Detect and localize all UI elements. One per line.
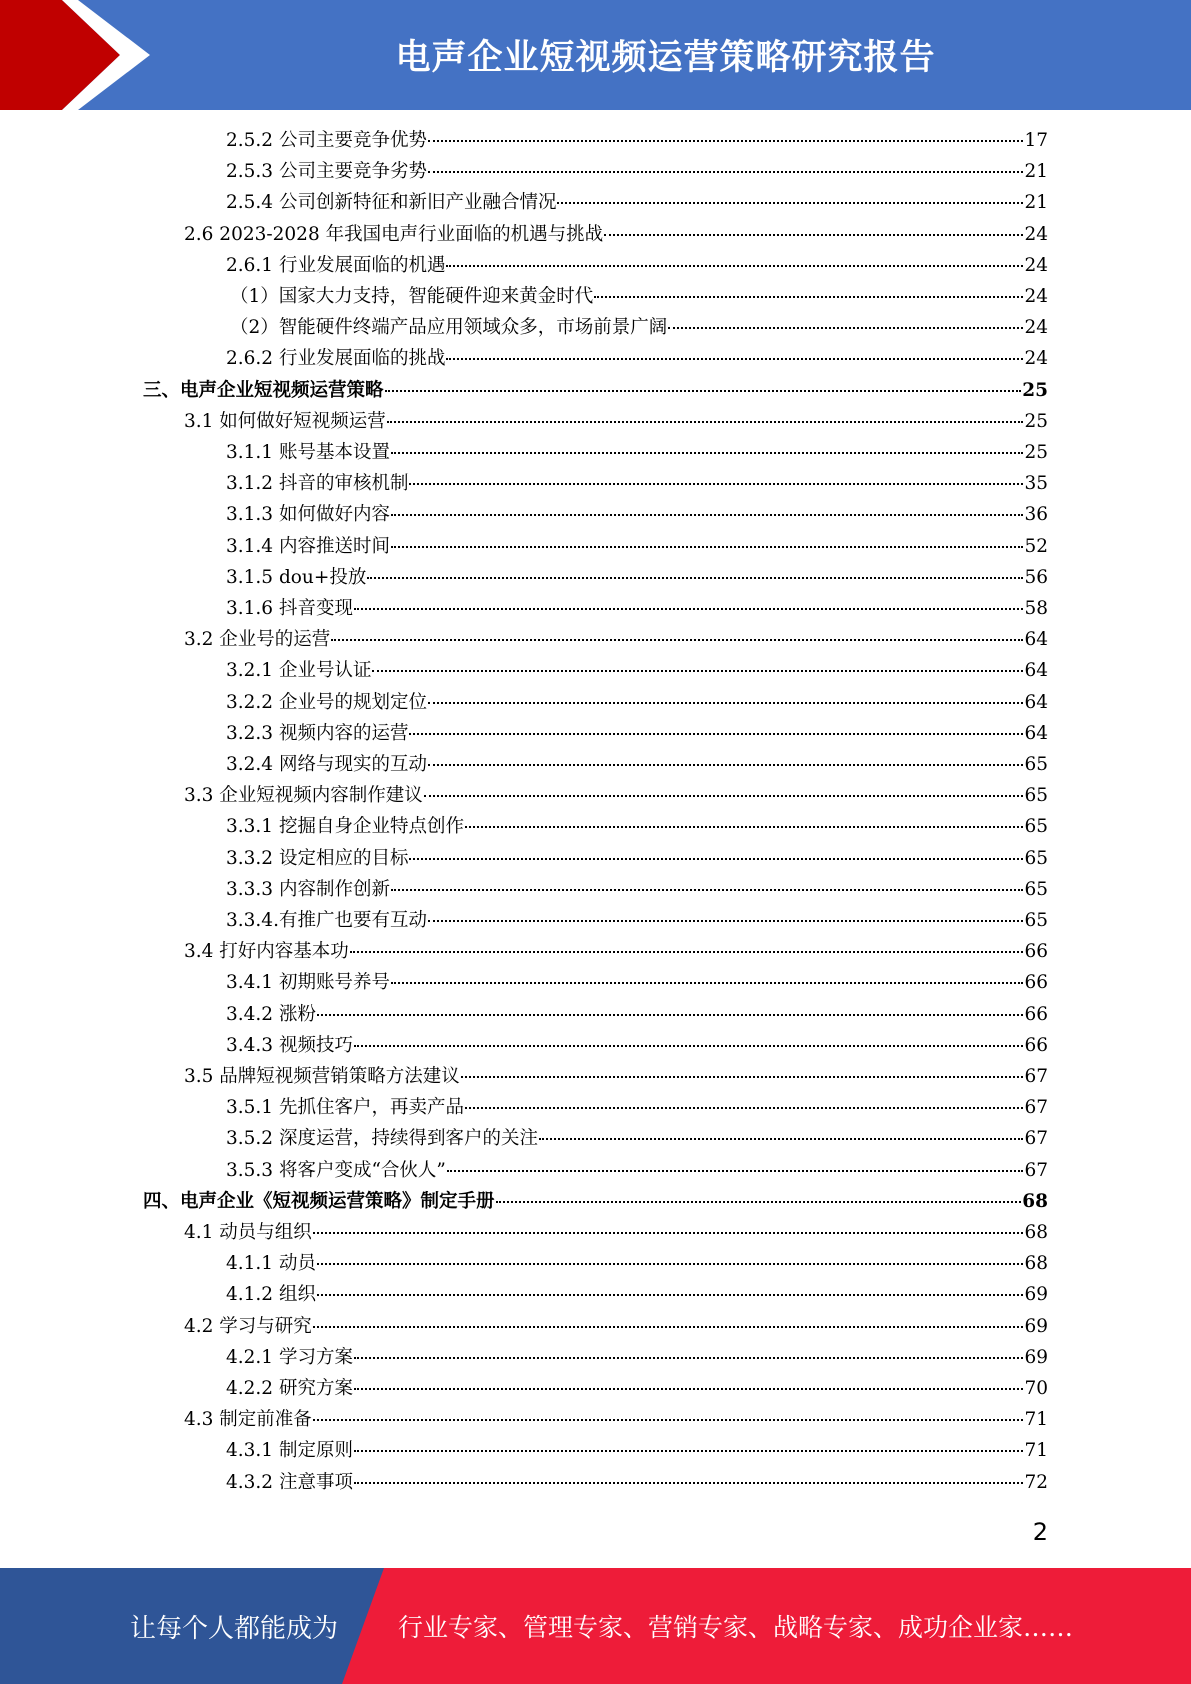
toc-dot-leader <box>539 1138 1023 1140</box>
toc-entry-page: 58 <box>1024 598 1048 619</box>
toc-dot-leader <box>354 1450 1024 1452</box>
toc-dot-leader <box>496 1201 1022 1203</box>
toc-entry[interactable] <box>226 158 1048 186</box>
toc-entry-page: 25 <box>1022 379 1048 401</box>
footer-slogan-left: 让每个人都能成为 <box>130 1613 339 1644</box>
toc-entry[interactable] <box>226 1125 1048 1153</box>
toc-dot-leader <box>317 1014 1024 1016</box>
toc-dot-leader <box>424 795 1024 797</box>
toc-dot-leader <box>604 234 1023 236</box>
toc-dot-leader <box>313 1419 1024 1421</box>
toc-entry-page: 71 <box>1024 1440 1048 1462</box>
toc-entry-title: 3.3 企业短视频内容制作建议 <box>184 785 423 807</box>
toc-dot-leader <box>331 639 1023 641</box>
toc-dot-leader <box>391 982 1023 984</box>
toc-entry-title: 3.4.2 涨粉 <box>226 1003 316 1025</box>
toc-entry[interactable] <box>226 1344 1048 1372</box>
toc-dot-leader <box>409 483 1023 485</box>
toc-entry[interactable] <box>226 969 1048 997</box>
toc-entry-page: 67 <box>1024 1066 1048 1087</box>
toc-entry-page: 69 <box>1024 1346 1048 1368</box>
toc-entry-page: 65 <box>1024 847 1048 869</box>
toc-entry[interactable] <box>184 221 1048 249</box>
toc-entry[interactable] <box>226 1250 1048 1278</box>
toc-entry-title: 2.5.2 公司主要竞争优势 <box>226 130 427 151</box>
toc-entry[interactable] <box>226 595 1048 623</box>
toc-entry-page: 67 <box>1024 1128 1048 1150</box>
toc-entry[interactable] <box>226 345 1048 373</box>
toc-entry-title: 3.5.3 将客户变成“合伙人” <box>226 1159 446 1181</box>
toc-entry-title: 3.2.1 企业号认证 <box>226 660 372 682</box>
toc-dot-leader <box>447 1170 1024 1172</box>
toc-entry-page: 35 <box>1024 473 1048 495</box>
toc-entry-page: 69 <box>1024 1315 1048 1337</box>
toc-dot-leader <box>313 1232 1024 1234</box>
toc-dot-leader <box>409 858 1023 860</box>
toc-entry-title: 3.4.1 初期账号养号 <box>226 972 390 994</box>
toc-entry[interactable] <box>226 189 1048 217</box>
toc-entry[interactable] <box>184 1063 1048 1091</box>
toc-entry[interactable] <box>184 1313 1048 1341</box>
toc-dot-leader <box>428 920 1023 922</box>
toc-entry-title: 4.3.1 制定原则 <box>226 1440 353 1462</box>
toc-entry-page: 64 <box>1024 629 1048 651</box>
toc-entry[interactable] <box>184 938 1048 966</box>
toc-entry[interactable] <box>226 439 1048 467</box>
toc-entry[interactable] <box>226 1469 1048 1497</box>
toc-dot-leader <box>428 171 1023 173</box>
toc-entry[interactable] <box>226 564 1048 592</box>
toc-entry-title: （2）智能硬件终端产品应用领域众多，市场前景广阔 <box>230 317 668 339</box>
toc-dot-leader <box>465 826 1023 828</box>
toc-entry[interactable] <box>230 314 1048 342</box>
toc-entry-title: 4.1.2 组织 <box>226 1284 316 1306</box>
toc-entry-page: 64 <box>1024 660 1048 682</box>
report-title: 电声企业短视频运营策略研究报告 <box>395 38 936 78</box>
toc-entry-page: 65 <box>1024 910 1048 931</box>
toc-entry-title: 3.5.2 深度运营，持续得到客户的关注 <box>226 1128 538 1150</box>
toc-entry-page: 71 <box>1024 1409 1048 1431</box>
toc-entry[interactable] <box>226 1032 1048 1060</box>
toc-entry-title: 3.1.3 如何做好内容 <box>226 504 390 526</box>
toc-entry-page: 25 <box>1024 410 1048 432</box>
toc-entry[interactable] <box>226 252 1048 280</box>
toc-entry-page: 36 <box>1024 504 1048 526</box>
chevron-arrow-icon <box>0 0 160 110</box>
toc-dot-leader <box>317 1294 1024 1296</box>
toc-entry-page: 24 <box>1024 286 1048 307</box>
toc-entry-page: 64 <box>1024 722 1048 744</box>
toc-entry-page: 68 <box>1024 1253 1048 1275</box>
toc-entry[interactable] <box>226 1157 1048 1185</box>
toc-entry[interactable] <box>226 720 1048 748</box>
toc-entry-title: 4.3.2 注意事项 <box>226 1471 353 1493</box>
toc-entry-title: 2.6.2 行业发展面临的挑战 <box>226 348 446 370</box>
toc-entry-title: 4.2.2 研究方案 <box>226 1378 353 1399</box>
toc-dot-leader <box>354 1388 1024 1390</box>
toc-entry-title: 2.5.3 公司主要竞争劣势 <box>226 161 427 183</box>
toc-entry[interactable] <box>226 813 1048 841</box>
toc-entry[interactable] <box>226 845 1048 873</box>
toc-entry[interactable] <box>226 689 1048 717</box>
toc-entry-page: 68 <box>1024 1222 1048 1243</box>
toc-entry[interactable] <box>226 876 1048 904</box>
toc-entry[interactable] <box>143 1188 1048 1216</box>
toc-entry[interactable] <box>226 1281 1048 1309</box>
toc-entry-page: 68 <box>1022 1190 1048 1212</box>
toc-entry[interactable] <box>226 1001 1048 1029</box>
toc-entry[interactable] <box>226 1437 1048 1465</box>
toc-entry-page: 24 <box>1024 254 1048 276</box>
toc-entry-title: 3.1.2 抖音的审核机制 <box>226 473 409 495</box>
footer-slogan-right: 行业专家、管理专家、营销专家、战略专家、成功企业家…… <box>398 1613 1074 1642</box>
toc-dot-leader <box>385 390 1022 392</box>
toc-entry-title: 3.1.1 账号基本设置 <box>226 442 390 463</box>
toc-entry-page: 72 <box>1024 1471 1048 1493</box>
toc-entry-title: 4.1 动员与组织 <box>184 1222 312 1243</box>
toc-entry-page: 65 <box>1024 816 1048 838</box>
page-header <box>0 0 1191 110</box>
toc-dot-leader <box>367 577 1023 579</box>
toc-dot-leader <box>409 733 1023 735</box>
toc-dot-leader <box>391 889 1023 891</box>
toc-entry-title: 4.2.1 学习方案 <box>226 1346 353 1368</box>
toc-dot-leader <box>372 670 1023 672</box>
page-footer <box>0 1568 1191 1684</box>
toc-entry-page: 69 <box>1024 1284 1048 1306</box>
toc-entry[interactable] <box>226 501 1048 529</box>
toc-dot-leader <box>354 1357 1024 1359</box>
toc-entry-title: 四、电声企业《短视频运营策略》制定手册 <box>143 1190 495 1212</box>
toc-entry-page: 65 <box>1024 754 1048 775</box>
toc-entry-page: 64 <box>1024 691 1048 713</box>
toc-dot-leader <box>465 1107 1023 1109</box>
toc-dot-leader <box>354 1045 1024 1047</box>
toc-entry-title: 3.3.4.有推广也要有互动 <box>226 910 427 931</box>
toc-entry-page: 66 <box>1024 972 1048 994</box>
toc-entry[interactable] <box>226 907 1048 935</box>
toc-entry[interactable] <box>184 782 1048 810</box>
toc-entry-title: 4.3 制定前准备 <box>184 1409 312 1431</box>
toc-entry-title: 三、电声企业短视频运营策略 <box>143 379 384 401</box>
toc-entry-page: 52 <box>1024 535 1048 557</box>
toc-entry-page: 66 <box>1024 941 1048 963</box>
toc-entry[interactable] <box>226 751 1048 779</box>
toc-entry-page: 67 <box>1024 1159 1048 1181</box>
toc-entry-page: 65 <box>1024 785 1048 807</box>
toc-entry[interactable] <box>226 127 1048 155</box>
toc-dot-leader <box>391 514 1023 516</box>
toc-dot-leader <box>350 951 1024 953</box>
toc-entry-page: 21 <box>1024 192 1048 214</box>
toc-entry[interactable] <box>143 377 1048 405</box>
toc-entry-page: 65 <box>1024 878 1048 900</box>
toc-entry-title: 2.5.4 公司创新特征和新旧产业融合情况 <box>226 192 557 214</box>
toc-entry-title: 3.1.5 dou+投放 <box>226 566 367 588</box>
toc-dot-leader <box>317 1263 1024 1265</box>
toc-dot-leader <box>461 1076 1024 1078</box>
toc-entry-title: 3.3.1 挖掘自身企业特点创作 <box>226 816 464 838</box>
toc-entry-title: 3.5.1 先抓住客户，再卖产品 <box>226 1097 464 1119</box>
toc-dot-leader <box>446 265 1023 267</box>
toc-entry-title: 3.4.3 视频技巧 <box>226 1034 353 1056</box>
toc-entry-title: 3.1.6 抖音变现 <box>226 598 353 619</box>
toc-dot-leader <box>557 202 1023 204</box>
toc-entry[interactable] <box>226 1094 1048 1122</box>
toc-entry-page: 24 <box>1024 317 1048 339</box>
toc-entry-page: 24 <box>1024 223 1048 245</box>
toc-entry[interactable] <box>230 283 1048 311</box>
toc-dot-leader <box>391 546 1023 548</box>
toc-entry[interactable] <box>184 626 1048 654</box>
toc-dot-leader <box>428 140 1023 142</box>
toc-entry[interactable] <box>226 657 1048 685</box>
toc-entry-title: （1）国家大力支持，智能硬件迎来黄金时代 <box>230 286 594 307</box>
toc-entry-page: 24 <box>1024 348 1048 370</box>
toc-dot-leader <box>446 358 1023 360</box>
toc-entry-page: 66 <box>1024 1034 1048 1056</box>
toc-dot-leader <box>428 702 1023 704</box>
toc-entry-title: 3.1 如何做好短视频运营 <box>184 410 386 432</box>
toc-entry-page: 21 <box>1024 161 1048 183</box>
toc-entry[interactable] <box>184 408 1048 436</box>
toc-entry-page: 66 <box>1024 1003 1048 1025</box>
toc-entry-title: 3.3.3 内容制作创新 <box>226 878 390 900</box>
toc-entry-title: 4.1.1 动员 <box>226 1253 316 1275</box>
toc-entry[interactable] <box>226 1375 1048 1403</box>
toc-entry-page: 70 <box>1024 1378 1048 1399</box>
toc-entry[interactable] <box>184 1406 1048 1434</box>
toc-dot-leader <box>428 764 1023 766</box>
toc-dot-leader <box>594 296 1023 298</box>
toc-dot-leader <box>668 327 1023 329</box>
toc-entry-page: 25 <box>1024 442 1048 463</box>
toc-entry-title: 3.2 企业号的运营 <box>184 629 331 651</box>
toc-entry-title: 3.5 品牌短视频营销策略方法建议 <box>184 1066 460 1087</box>
toc-dot-leader <box>313 1326 1024 1328</box>
toc-entry[interactable] <box>184 1219 1048 1247</box>
toc-dot-leader <box>391 452 1023 454</box>
toc-entry[interactable] <box>226 533 1048 561</box>
toc-entry-title: 2.6.1 行业发展面临的机遇 <box>226 254 446 276</box>
toc-entry-title: 4.2 学习与研究 <box>184 1315 312 1337</box>
toc-entry[interactable] <box>226 470 1048 498</box>
toc-entry-title: 3.2.3 视频内容的运营 <box>226 722 409 744</box>
toc-entry-title: 3.2.4 网络与现实的互动 <box>226 754 427 775</box>
page-number: 2 <box>1032 1518 1048 1546</box>
toc-entry-title: 2.6 2023-2028 年我国电声行业面临的机遇与挑战 <box>184 223 604 245</box>
toc-dot-leader <box>354 1482 1024 1484</box>
toc-entry-page: 17 <box>1024 130 1048 151</box>
toc-dot-leader <box>387 421 1024 423</box>
toc-entry-title: 3.3.2 设定相应的目标 <box>226 847 409 869</box>
toc-entry-page: 67 <box>1024 1097 1048 1119</box>
toc-entry-page: 56 <box>1024 566 1048 588</box>
toc-entry-title: 3.4 打好内容基本功 <box>184 941 349 963</box>
toc-dot-leader <box>354 608 1024 610</box>
toc-entry-title: 3.2.2 企业号的规划定位 <box>226 691 427 713</box>
toc-entry-title: 3.1.4 内容推送时间 <box>226 535 390 557</box>
